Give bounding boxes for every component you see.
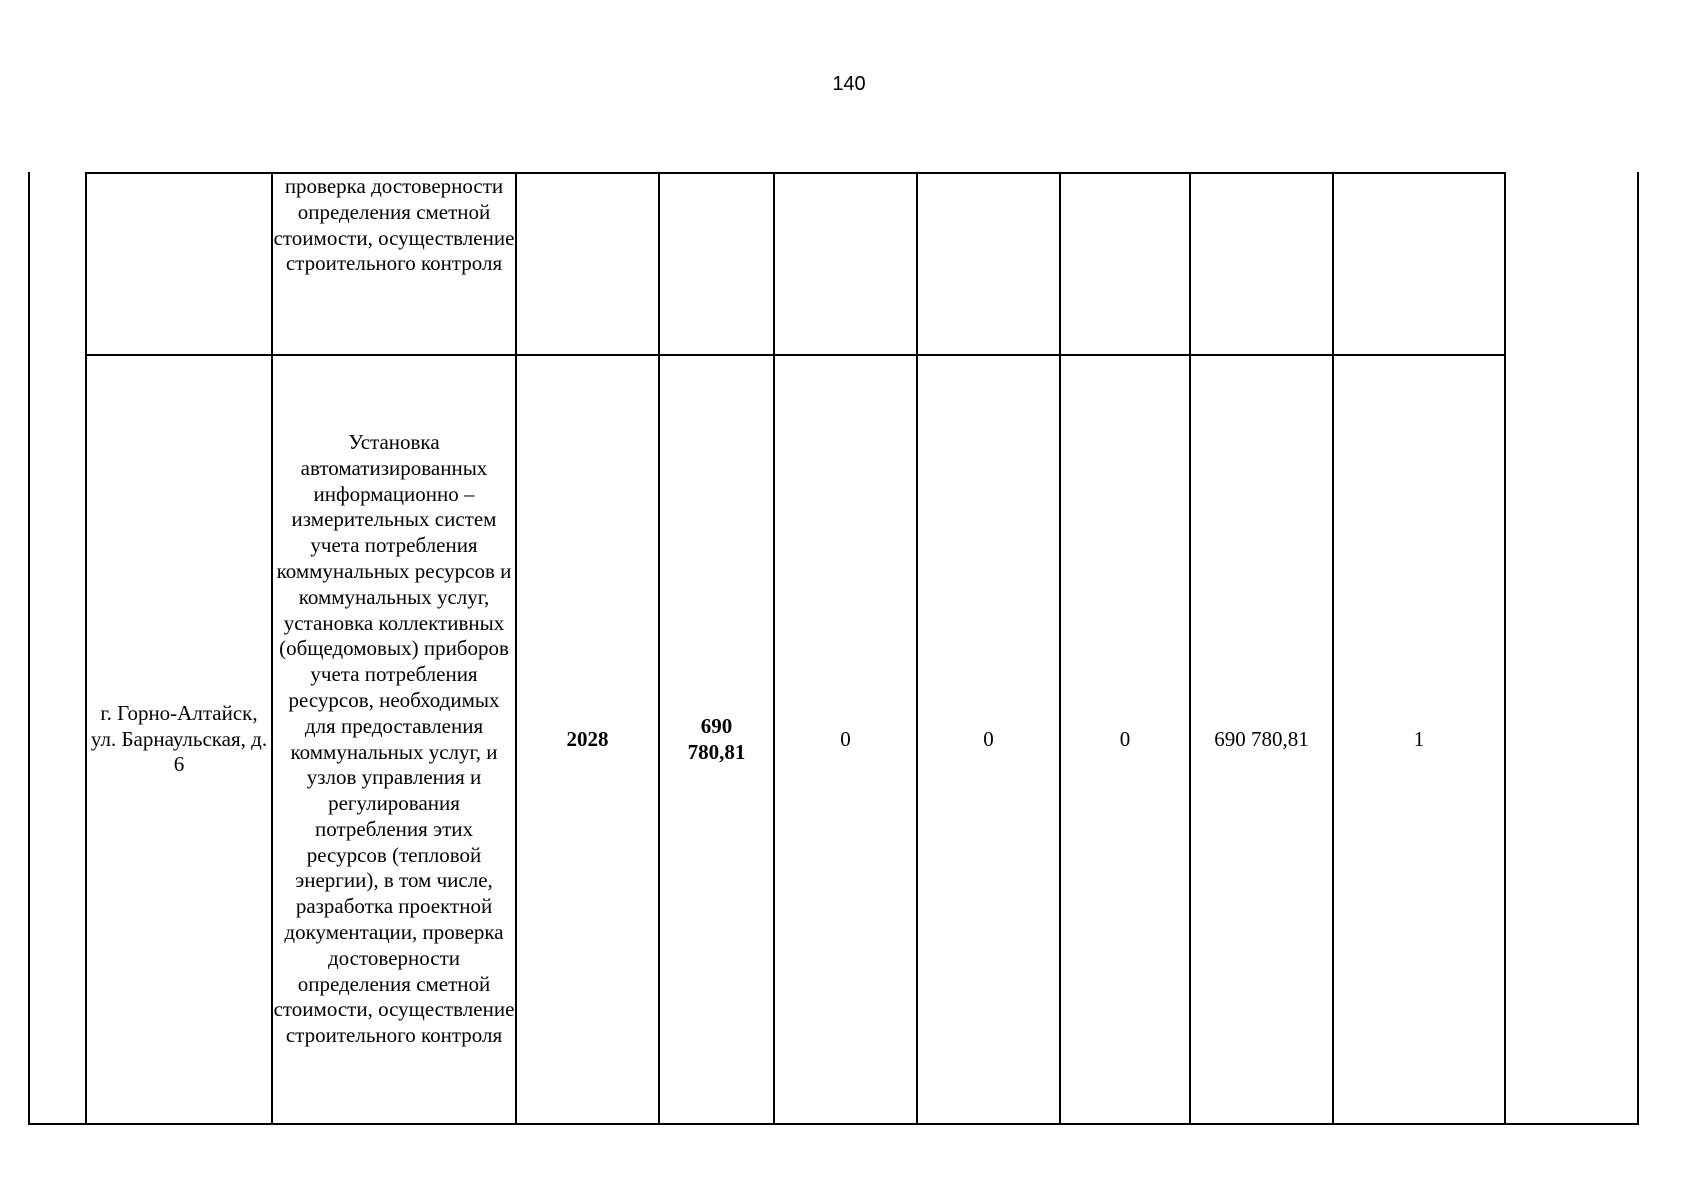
description-text: Установка автоматизированных информационно – измерительных систем учета потребления коммунальных ресурсов и коммунальных услуг, установка коллективных (общедомовых) приборов учета потребления ресурсов, необходимых для предоставления коммунальных услуг, и узлов управления и регулирования потребления этих ресурсов (тепловой энергии), в том числе, разработка проектной документации, проверка достоверности определения сметной стоимости, осуществление строительного контроля (273, 429, 515, 1048)
table-right-border (1637, 172, 1639, 1125)
col-a-text: 0 (840, 726, 851, 751)
col-b-cell (917, 355, 1060, 1124)
total-cost-cell (659, 355, 774, 1124)
col-a-cell (774, 355, 917, 1124)
col-a-cell-empty (774, 173, 917, 355)
page-number: 140 (832, 73, 866, 95)
blank-column-cell (28, 173, 86, 1124)
table-row (28, 355, 1635, 1124)
count-text: 1 (1413, 726, 1425, 751)
description-text-continued: проверка достоверности определения сметной стоимости, осуществление строительного контроля (273, 174, 515, 276)
col-d-cell-empty (1190, 173, 1333, 355)
address-cell-empty (86, 173, 272, 355)
col-c-cell (1060, 355, 1190, 1124)
col-d-cell (1190, 355, 1333, 1124)
total-cost-text: 690 780,81 (687, 713, 746, 764)
total-cost-cell-empty (659, 173, 774, 355)
description-cell (272, 355, 516, 1124)
count-cell-empty (1333, 173, 1505, 355)
table-row-continued (28, 173, 1635, 355)
description-cell-continued (272, 173, 516, 355)
year-cell-empty (516, 173, 659, 355)
year-cell (516, 355, 659, 1124)
col-c-cell-empty (1060, 173, 1190, 355)
trailing-column-cell (1505, 173, 1635, 1124)
year-text: 2028 (566, 726, 609, 751)
address-text: г. Горно-Алтайск, ул. Барнаульская, д. 6 (90, 700, 268, 777)
count-cell (1333, 355, 1505, 1124)
col-c-text: 0 (1119, 726, 1131, 751)
data-table (28, 172, 1635, 1125)
col-b-text: 0 (983, 726, 994, 751)
col-d-text: 690 780,81 (1214, 726, 1309, 751)
address-cell (86, 355, 272, 1124)
col-b-cell-empty (917, 173, 1060, 355)
